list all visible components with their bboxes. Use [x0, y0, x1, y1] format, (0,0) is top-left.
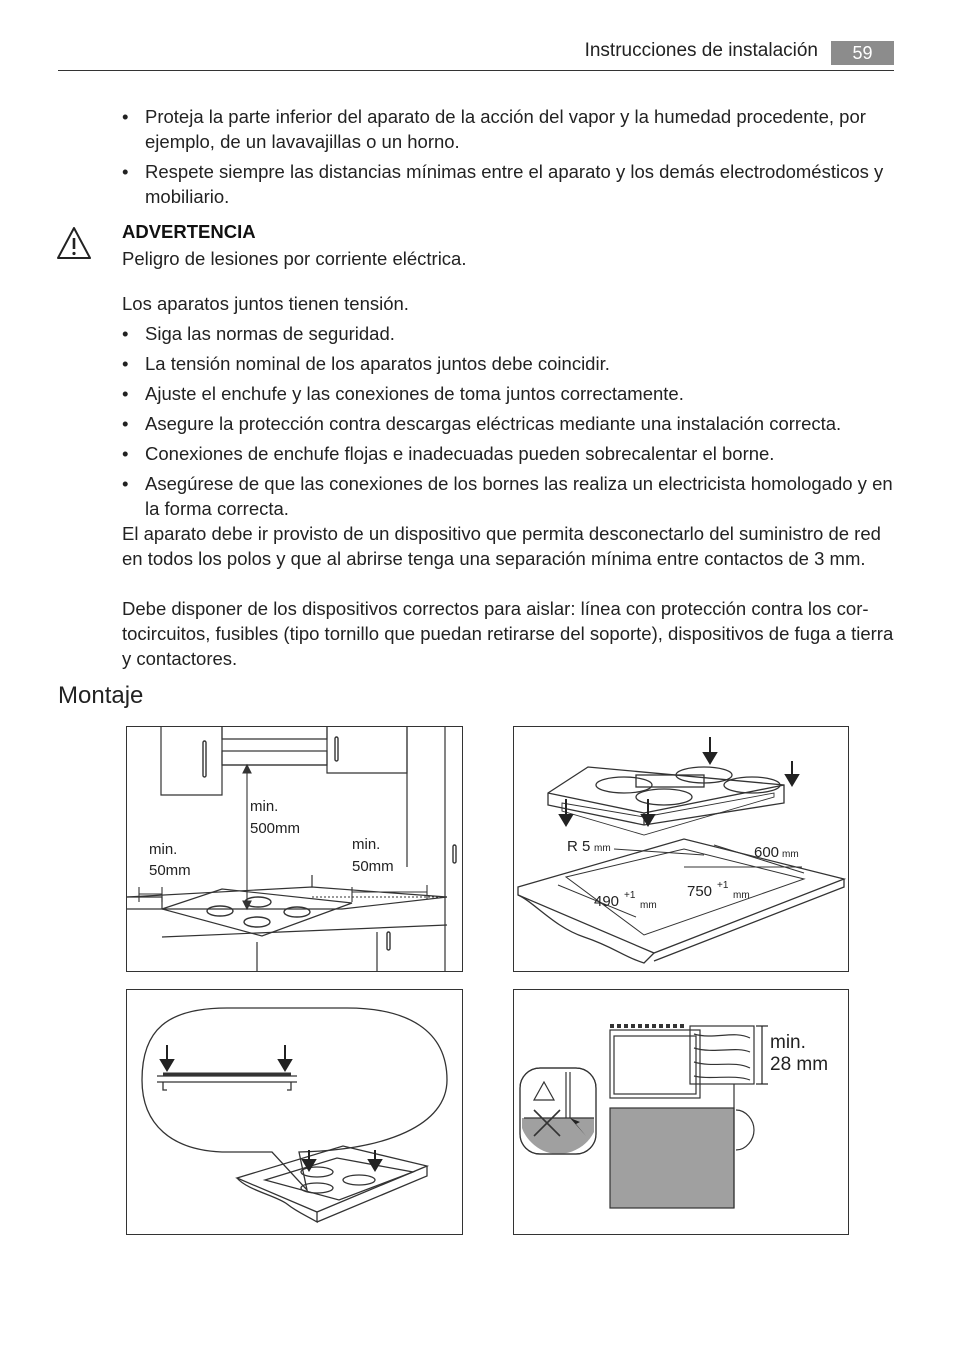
warning-bullet: • Asegure la protección contra descargas eléctricas mediante una instalación correcta. — [122, 411, 894, 436]
label-min-left: min. — [149, 841, 178, 858]
cutout-illustration — [514, 727, 848, 971]
warning-title: ADVERTENCIA — [122, 221, 256, 242]
label-width-490-tol: +1 — [624, 890, 636, 901]
figure-seal — [126, 989, 463, 1235]
label-dist-right: 50mm — [352, 858, 394, 875]
warning-text: Peligro de lesiones por corriente eléctrica. — [122, 248, 467, 269]
label-min-top: min. — [250, 798, 279, 815]
section-title: Montaje — [58, 682, 144, 709]
label-dist-left: 50mm — [149, 862, 191, 879]
label-width-600: 600 — [754, 844, 780, 861]
label-dist-top: 500mm — [250, 820, 301, 837]
label-width-750: 750 — [687, 883, 713, 900]
warning-bullet-list — [122, 321, 894, 526]
label-thickness-value: 28 mm — [770, 1054, 829, 1075]
label-width-490-unit: mm — [640, 900, 657, 911]
figure-cutout-dimensions — [513, 726, 849, 972]
intro-bullet: • Respete siempre las distancias mínimas entre el aparato y los demás electrodomésticos y mobiliario. — [122, 159, 894, 209]
figure-worktop-thickness — [513, 989, 849, 1235]
intro-bullet: • Proteja la parte inferior del aparato de la acción del vapor y la humedad procedente, por ejemplo, de un lavavajillas o un horno. — [122, 104, 894, 154]
warning-bullet: • Ajuste el enchufe y las conexiones de toma juntos correctamente. — [122, 381, 894, 406]
page-number: 59 — [831, 41, 894, 65]
warning-bullet: • Asegúrese de que las conexiones de los bornes las realiza un electricista homologado y en la forma correcta. — [122, 471, 894, 521]
seal-illustration — [127, 990, 462, 1234]
label-width-750-tol: +1 — [717, 880, 729, 891]
warning-paragraph-2: Debe disponer de los dispositivos correctos para aislar: línea con protección contra los cor-tocircuitos, fusibles (tipo tornillo que puedan retirarse del soporte), dispositivos de fuga a tierra y contactores. — [122, 598, 894, 669]
figure-clearances — [126, 726, 463, 972]
label-radius-unit: mm — [594, 843, 611, 854]
label-min-right: min. — [352, 836, 381, 853]
header-rule — [58, 70, 894, 71]
warning-bullet: • Conexiones de enchufe flojas e inadecuadas pueden sobrecalentar el borne. — [122, 441, 894, 466]
header-title: Instrucciones de instalación — [584, 40, 818, 61]
warning-lead: Los aparatos juntos tienen tensión. — [122, 293, 409, 314]
label-radius: R 5 — [567, 838, 591, 855]
warning-bullet: • La tensión nominal de los aparatos juntos debe coincidir. — [122, 351, 894, 376]
warning-triangle-icon — [56, 226, 92, 260]
label-width-750-unit: mm — [733, 890, 750, 901]
label-width-600-unit: mm — [782, 849, 799, 860]
label-min-thickness: min. — [770, 1032, 806, 1053]
label-width-490: 490 — [594, 893, 620, 910]
warning-paragraph-1: El aparato debe ir provisto de un dispositivo que permita desconectarlo del suministro de red en todos los polos y que al abrirse tenga una separación mínima entre contactos de 3 mm. — [122, 523, 881, 569]
warning-bullet: • Siga las normas de seguridad. — [122, 321, 894, 346]
clearances-illustration — [127, 727, 462, 971]
intro-bullet-list — [122, 104, 894, 214]
worktop-thickness-illustration — [514, 990, 848, 1234]
